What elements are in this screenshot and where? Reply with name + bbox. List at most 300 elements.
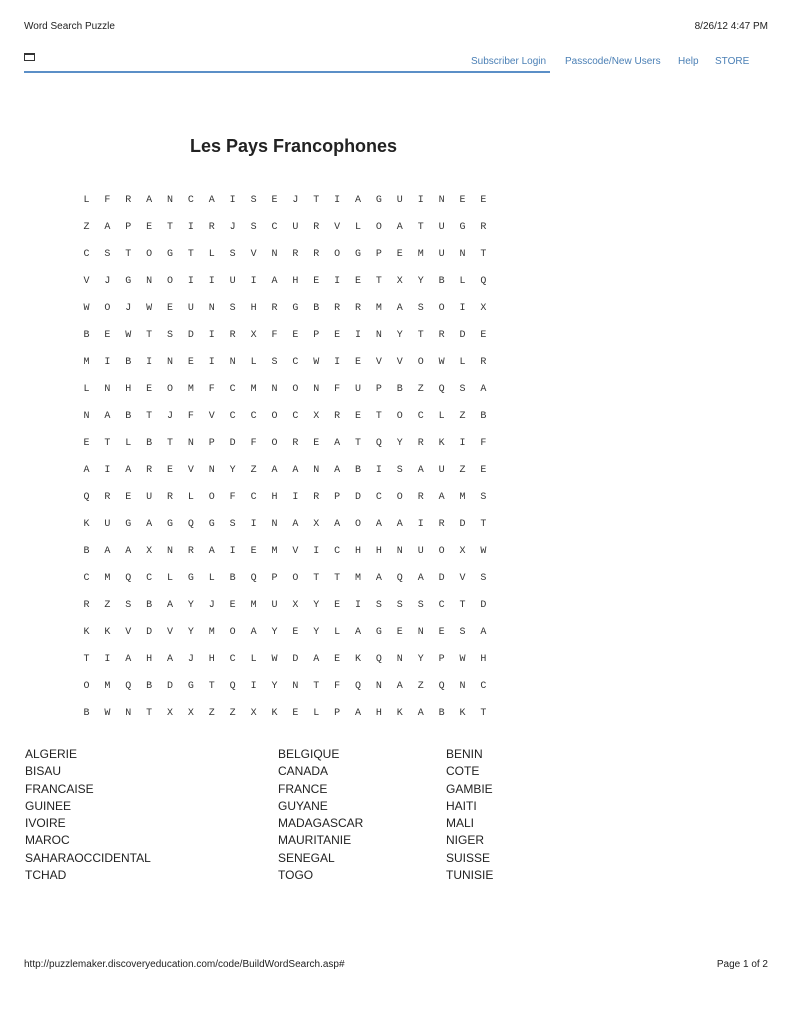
grid-letter: S [480, 492, 487, 503]
word-list-item: HAITI [446, 798, 477, 813]
grid-letter: P [438, 654, 445, 665]
grid-letter: M [417, 249, 424, 260]
word-list-item: TOGO [278, 868, 314, 883]
grid-letter: S [396, 600, 403, 611]
grid-letter: I [208, 357, 215, 368]
grid-letter: T [167, 222, 174, 233]
grid-letter: E [187, 357, 194, 368]
grid-letter: A [208, 195, 215, 206]
grid-letter: H [480, 654, 487, 665]
grid-letter: A [396, 681, 403, 692]
grid-letter: N [313, 384, 320, 395]
grid-letter: R [313, 492, 320, 503]
page-header-title: Word Search Puzzle [24, 21, 115, 32]
grid-letter: H [271, 492, 278, 503]
grid-letter: C [334, 546, 341, 557]
grid-letter: P [375, 384, 382, 395]
store-link[interactable]: STORE [715, 56, 750, 67]
grid-letter: I [375, 465, 382, 476]
grid-letter: J [229, 222, 236, 233]
grid-letter: I [250, 519, 257, 530]
grid-letter: L [355, 222, 362, 233]
grid-letter: N [459, 681, 466, 692]
grid-letter: T [146, 330, 153, 341]
grid-row [76, 673, 494, 700]
grid-letter: O [208, 492, 215, 503]
grid-letter: S [167, 330, 174, 341]
grid-letter: L [208, 573, 215, 584]
grid-letter: A [417, 573, 424, 584]
grid-letter: T [459, 600, 466, 611]
grid-letter: A [375, 519, 382, 530]
grid-letter: D [438, 573, 445, 584]
grid-letter: B [83, 546, 90, 557]
grid-letter: C [417, 411, 424, 422]
grid-letter: N [229, 357, 236, 368]
grid-letter: N [208, 303, 215, 314]
grid-letter: E [146, 384, 153, 395]
grid-letter: L [250, 654, 257, 665]
grid-letter: H [250, 303, 257, 314]
grid-letter: D [187, 330, 194, 341]
grid-letter: A [355, 627, 362, 638]
grid-letter: W [438, 357, 445, 368]
grid-letter: R [334, 411, 341, 422]
grid-letter: K [83, 627, 90, 638]
grid-letter: O [417, 357, 424, 368]
grid-letter: L [83, 384, 90, 395]
grid-letter: N [459, 249, 466, 260]
grid-letter: S [417, 303, 424, 314]
grid-letter: A [334, 465, 341, 476]
grid-letter: A [396, 222, 403, 233]
grid-letter: N [104, 384, 111, 395]
grid-letter: G [125, 519, 132, 530]
grid-letter: A [167, 600, 174, 611]
grid-letter: Y [271, 681, 278, 692]
grid-letter: X [313, 411, 320, 422]
grid-letter: U [104, 519, 111, 530]
word-list-item: BISAU [25, 764, 62, 779]
grid-letter: O [167, 276, 174, 287]
grid-letter: T [83, 654, 90, 665]
grid-letter: O [271, 438, 278, 449]
grid-letter: O [229, 627, 236, 638]
grid-letter: L [125, 438, 132, 449]
grid-letter: V [396, 357, 403, 368]
grid-letter: H [125, 384, 132, 395]
word-list-item: GAMBIE [446, 781, 493, 796]
grid-letter: S [104, 249, 111, 260]
grid-row [76, 376, 494, 403]
grid-letter: F [480, 438, 487, 449]
grid-letter: A [292, 465, 299, 476]
grid-letter: F [334, 681, 341, 692]
word-list-item: NIGER [446, 833, 485, 848]
grid-letter: I [417, 195, 424, 206]
grid-letter: G [187, 681, 194, 692]
grid-letter: B [229, 573, 236, 584]
word-list-item: SENEGAL [278, 850, 335, 865]
grid-letter: I [355, 600, 362, 611]
grid-letter: G [125, 276, 132, 287]
grid-letter: Q [480, 276, 487, 287]
grid-letter: X [480, 303, 487, 314]
grid-letter: C [229, 654, 236, 665]
grid-letter: R [292, 438, 299, 449]
grid-letter: W [271, 654, 278, 665]
grid-letter: B [438, 708, 445, 719]
grid-letter: V [292, 546, 299, 557]
grid-letter: O [271, 411, 278, 422]
grid-letter: O [292, 384, 299, 395]
grid-letter: D [229, 438, 236, 449]
grid-letter: O [438, 546, 445, 557]
grid-letter: N [167, 195, 174, 206]
grid-row [76, 538, 494, 565]
grid-letter: T [146, 708, 153, 719]
grid-letter: V [187, 465, 194, 476]
grid-letter: P [313, 330, 320, 341]
grid-letter: A [438, 492, 445, 503]
grid-letter: Z [208, 708, 215, 719]
grid-row [76, 268, 494, 295]
word-list-item: MALI [446, 816, 475, 831]
grid-letter: M [250, 600, 257, 611]
grid-letter: Q [125, 573, 132, 584]
grid-letter: A [167, 654, 174, 665]
word-list-item: MADAGASCAR [278, 816, 364, 831]
grid-letter: O [334, 249, 341, 260]
grid-letter: U [292, 222, 299, 233]
grid-letter: S [271, 357, 278, 368]
grid-letter: R [334, 303, 341, 314]
grid-letter: R [229, 330, 236, 341]
grid-letter: B [438, 276, 445, 287]
grid-letter: K [104, 627, 111, 638]
grid-letter: Z [83, 222, 90, 233]
word-list-item: ALGERIE [25, 747, 78, 761]
grid-row [76, 511, 494, 538]
grid-row [76, 187, 494, 214]
grid-letter: U [229, 276, 236, 287]
grid-letter: Q [375, 438, 382, 449]
grid-letter: J [104, 276, 111, 287]
grid-letter: R [146, 465, 153, 476]
grid-letter: I [313, 546, 320, 557]
passcode-new-users-link[interactable]: Passcode/New Users [565, 56, 661, 67]
grid-letter: Q [187, 519, 194, 530]
grid-letter: R [313, 222, 320, 233]
word-list-item: SAHARAOCCIDENTAL [25, 850, 151, 865]
grid-letter: F [271, 330, 278, 341]
grid-letter: Q [250, 573, 257, 584]
grid-letter: E [334, 600, 341, 611]
grid-letter: I [146, 357, 153, 368]
grid-letter: G [375, 627, 382, 638]
grid-letter: S [250, 195, 257, 206]
grid-letter: F [250, 438, 257, 449]
grid-letter: X [187, 708, 194, 719]
grid-letter: F [104, 195, 111, 206]
grid-letter: R [438, 519, 445, 530]
nav-underline-divider [24, 71, 550, 73]
grid-letter: N [125, 708, 132, 719]
grid-row [76, 214, 494, 241]
grid-letter: X [250, 708, 257, 719]
grid-letter: K [438, 438, 445, 449]
grid-letter: A [271, 465, 278, 476]
grid-letter: R [271, 303, 278, 314]
grid-letter: O [438, 303, 445, 314]
grid-letter: G [355, 249, 362, 260]
grid-letter: G [167, 249, 174, 260]
grid-letter: W [459, 654, 466, 665]
grid-letter: B [480, 411, 487, 422]
grid-letter: A [417, 465, 424, 476]
grid-letter: I [187, 222, 194, 233]
grid-row [76, 700, 494, 727]
grid-letter: N [146, 276, 153, 287]
grid-letter: U [146, 492, 153, 503]
grid-letter: R [355, 303, 362, 314]
subscriber-login-link[interactable]: Subscriber Login [471, 56, 547, 67]
grid-letter: E [438, 627, 445, 638]
grid-row [76, 457, 494, 484]
grid-letter: X [167, 708, 174, 719]
grid-letter: L [438, 411, 445, 422]
grid-letter: M [208, 627, 215, 638]
grid-letter: Z [459, 411, 466, 422]
grid-letter: E [480, 465, 487, 476]
grid-letter: O [396, 492, 403, 503]
grid-letter: J [208, 600, 215, 611]
grid-letter: V [459, 573, 466, 584]
grid-letter: R [83, 600, 90, 611]
grid-letter: H [208, 654, 215, 665]
grid-letter: I [292, 492, 299, 503]
grid-row [76, 484, 494, 511]
grid-letter: S [229, 303, 236, 314]
grid-letter: N [167, 546, 174, 557]
word-list-item: TCHAD [25, 868, 67, 883]
grid-letter: Y [271, 627, 278, 638]
word-list-item: CANADA [278, 764, 329, 779]
grid-letter: D [459, 519, 466, 530]
grid-letter: T [125, 249, 132, 260]
grid-letter: S [459, 627, 466, 638]
footer-url: http://puzzlemaker.discoveryeducation.com/code/BuildWordSearch.asp# [24, 959, 345, 970]
grid-letter: E [292, 330, 299, 341]
grid-letter: L [250, 357, 257, 368]
grid-letter: W [313, 357, 320, 368]
grid-letter: N [396, 546, 403, 557]
grid-letter: C [146, 573, 153, 584]
grid-letter: V [208, 411, 215, 422]
grid-letter: E [313, 438, 320, 449]
grid-letter: U [438, 249, 445, 260]
grid-letter: T [187, 249, 194, 260]
grid-letter: N [271, 249, 278, 260]
grid-letter: H [375, 708, 382, 719]
grid-letter: E [104, 330, 111, 341]
grid-letter: N [271, 519, 278, 530]
grid-letter: X [313, 519, 320, 530]
grid-letter: U [438, 465, 445, 476]
grid-letter: E [271, 195, 278, 206]
grid-letter: Q [438, 384, 445, 395]
grid-letter: C [83, 573, 90, 584]
grid-letter: R [313, 249, 320, 260]
grid-letter: T [313, 681, 320, 692]
grid-letter: C [292, 411, 299, 422]
grid-letter: A [125, 546, 132, 557]
grid-letter: J [125, 303, 132, 314]
grid-letter: H [292, 276, 299, 287]
grid-letter: E [480, 330, 487, 341]
grid-letter: W [83, 303, 90, 314]
grid-letter: A [83, 465, 90, 476]
grid-letter: S [229, 249, 236, 260]
grid-letter: Q [355, 681, 362, 692]
grid-letter: Y [313, 627, 320, 638]
grid-letter: F [334, 384, 341, 395]
grid-letter: T [167, 438, 174, 449]
grid-letter: D [459, 330, 466, 341]
grid-letter: F [187, 411, 194, 422]
grid-letter: C [375, 492, 382, 503]
grid-letter: Z [229, 708, 236, 719]
grid-letter: B [146, 438, 153, 449]
grid-letter: R [417, 438, 424, 449]
grid-letter: E [146, 222, 153, 233]
grid-letter: M [271, 546, 278, 557]
grid-letter: T [480, 708, 487, 719]
grid-letter: M [104, 573, 111, 584]
grid-letter: D [480, 600, 487, 611]
word-list-item: SUISSE [446, 850, 491, 865]
grid-letter: J [167, 411, 174, 422]
grid-letter: Z [459, 465, 466, 476]
grid-letter: Q [375, 654, 382, 665]
grid-letter: B [146, 600, 153, 611]
grid-letter: D [146, 627, 153, 638]
grid-letter: E [355, 357, 362, 368]
grid-letter: C [480, 681, 487, 692]
grid-letter: E [250, 546, 257, 557]
grid-letter: N [167, 357, 174, 368]
grid-letter: M [83, 357, 90, 368]
grid-letter: P [271, 573, 278, 584]
grid-letter: A [104, 411, 111, 422]
grid-letter: A [104, 222, 111, 233]
grid-letter: I [334, 195, 341, 206]
grid-letter: E [459, 195, 466, 206]
grid-letter: U [355, 384, 362, 395]
grid-letter: S [250, 222, 257, 233]
grid-letter: R [438, 330, 445, 341]
grid-letter: I [355, 330, 362, 341]
grid-letter: A [104, 546, 111, 557]
grid-letter: F [208, 384, 215, 395]
grid-letter: B [125, 411, 132, 422]
grid-letter: A [396, 303, 403, 314]
grid-letter: B [355, 465, 362, 476]
grid-letter: E [83, 438, 90, 449]
word-list-item: MAURITANIE [278, 833, 352, 848]
grid-letter: G [459, 222, 466, 233]
grid-letter: I [417, 519, 424, 530]
grid-letter: J [187, 654, 194, 665]
grid-letter: N [292, 681, 299, 692]
grid-letter: I [459, 303, 466, 314]
grid-letter: A [375, 573, 382, 584]
grid-letter: S [375, 600, 382, 611]
grid-letter: A [355, 195, 362, 206]
grid-letter: L [459, 276, 466, 287]
grid-letter: R [208, 222, 215, 233]
grid-letter: M [375, 303, 382, 314]
grid-letter: D [355, 492, 362, 503]
grid-letter: R [187, 546, 194, 557]
grid-letter: T [355, 438, 362, 449]
word-list-item: BENIN [446, 747, 483, 761]
grid-letter: F [229, 492, 236, 503]
grid-letter: N [438, 195, 445, 206]
grid-letter: U [417, 546, 424, 557]
grid-letter: K [355, 654, 362, 665]
grid-letter: Z [104, 600, 111, 611]
word-list-item: IVOIRE [25, 816, 66, 831]
help-link[interactable]: Help [678, 56, 699, 67]
grid-letter: E [229, 600, 236, 611]
word-list-item: TUNISIE [446, 868, 494, 883]
grid-letter: Q [125, 681, 132, 692]
grid-letter: O [292, 573, 299, 584]
grid-letter: E [125, 492, 132, 503]
grid-letter: S [480, 573, 487, 584]
grid-letter: Y [187, 600, 194, 611]
grid-letter: Q [229, 681, 236, 692]
top-nav [0, 56, 791, 70]
grid-letter: T [104, 438, 111, 449]
grid-letter: L [459, 357, 466, 368]
grid-letter: P [334, 708, 341, 719]
grid-letter: A [125, 465, 132, 476]
grid-letter: I [229, 195, 236, 206]
word-list-column-3 [446, 746, 493, 884]
grid-letter: P [125, 222, 132, 233]
grid-letter: K [459, 708, 466, 719]
grid-letter: Q [438, 681, 445, 692]
grid-row [76, 322, 494, 349]
grid-row [76, 430, 494, 457]
grid-letter: N [208, 465, 215, 476]
grid-letter: M [250, 384, 257, 395]
grid-row [76, 403, 494, 430]
grid-letter: U [271, 600, 278, 611]
grid-letter: U [438, 222, 445, 233]
grid-letter: Z [250, 465, 257, 476]
grid-letter: E [396, 249, 403, 260]
grid-letter: G [187, 573, 194, 584]
grid-letter: U [396, 195, 403, 206]
grid-letter: T [417, 222, 424, 233]
grid-letter: B [125, 357, 132, 368]
grid-letter: T [208, 681, 215, 692]
word-list [25, 746, 525, 886]
grid-letter: Y [396, 438, 403, 449]
